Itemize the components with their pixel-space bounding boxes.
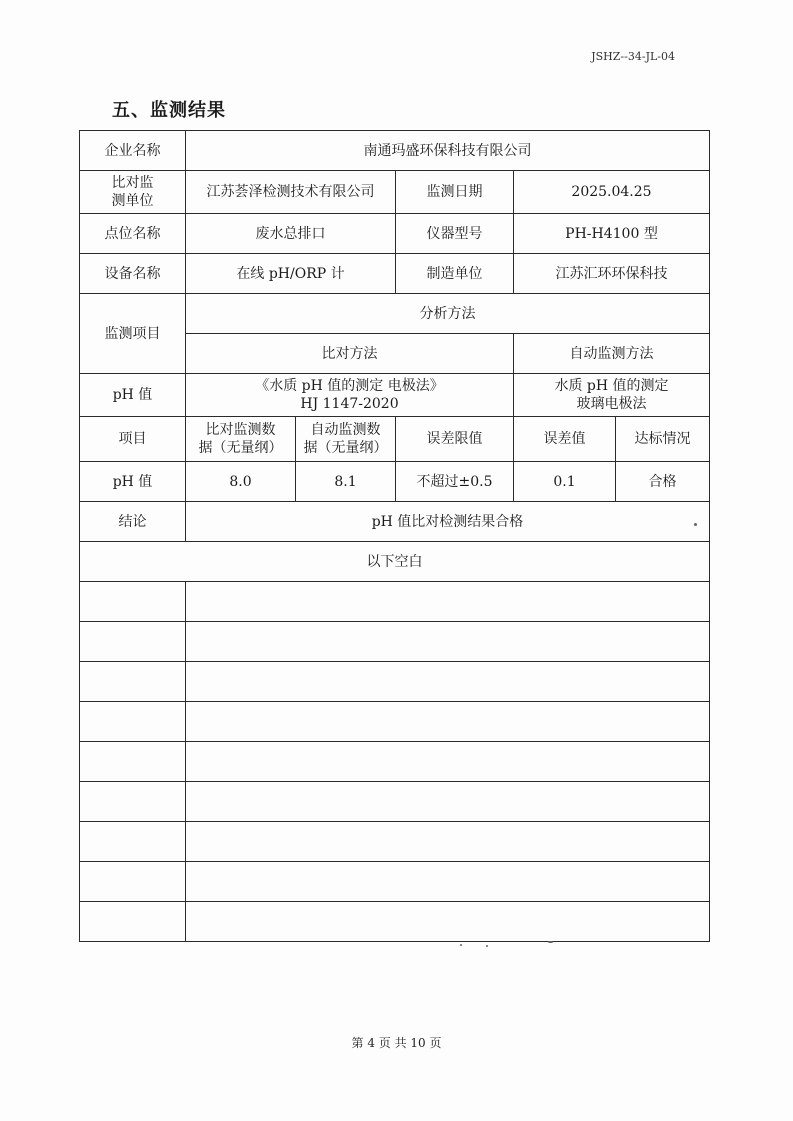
scan-speck xyxy=(548,941,553,943)
data-header-row xyxy=(80,417,710,462)
compare-method-detail xyxy=(186,374,514,417)
header-compare-data-line1: 比对监测数 xyxy=(205,422,276,438)
enterprise-label: 企业名称 xyxy=(80,131,186,171)
row-error: 0.1 xyxy=(514,462,616,502)
device-label: 设备名称 xyxy=(80,254,186,294)
point-model-row xyxy=(80,214,710,254)
unit-date-row xyxy=(80,171,710,214)
conclusion-row xyxy=(80,502,710,542)
auto-method-detail xyxy=(514,374,710,417)
empty-cell xyxy=(186,902,710,942)
empty-cell xyxy=(186,782,710,822)
auto-method: 自动监测方法 xyxy=(514,334,710,374)
model-value: PH-H4100 型 xyxy=(514,214,710,254)
empty-row xyxy=(80,902,710,942)
empty-cell xyxy=(80,902,186,942)
empty-cell xyxy=(80,862,186,902)
empty-row xyxy=(80,822,710,862)
empty-row xyxy=(80,862,710,902)
page-footer: 第 4 页 共 10 页 xyxy=(351,1036,442,1050)
conclusion-label: 结论 xyxy=(80,502,186,542)
blank-note-row xyxy=(80,542,710,582)
date-label: 监测日期 xyxy=(396,171,514,214)
empty-cell xyxy=(186,622,710,662)
empty-row xyxy=(80,702,710,742)
empty-cell xyxy=(80,742,186,782)
maker-value: 江苏汇环环保科技 xyxy=(514,254,710,294)
row-status: 合格 xyxy=(616,462,710,502)
compare-method: 比对方法 xyxy=(186,334,514,374)
empty-cell xyxy=(80,822,186,862)
section-title: 五、监测结果 xyxy=(112,100,226,121)
empty-cell xyxy=(186,742,710,782)
header-compare-data-line2: 据（无量纲） xyxy=(198,440,283,456)
device-value: 在线 pH/ORP 计 xyxy=(186,254,396,294)
compare-method-line1: 《水质 pH 值的测定 电极法》 xyxy=(255,378,444,394)
empty-row xyxy=(80,782,710,822)
empty-cell xyxy=(186,702,710,742)
row-item: pH 值 xyxy=(80,462,186,502)
scan-speck xyxy=(694,523,697,526)
monitoring-results-table xyxy=(79,130,710,942)
header-auto-data xyxy=(296,417,396,462)
empty-cell xyxy=(80,622,186,662)
row-auto-value: 8.1 xyxy=(296,462,396,502)
conclusion-value: pH 值比对检测结果合格 xyxy=(186,502,710,542)
empty-cell xyxy=(80,662,186,702)
compare-method-line2: HJ 1147-2020 xyxy=(300,396,399,412)
empty-cell xyxy=(186,822,710,862)
unit-label xyxy=(80,171,186,214)
empty-row xyxy=(80,662,710,702)
header-item: 项目 xyxy=(80,417,186,462)
maker-label: 制造单位 xyxy=(396,254,514,294)
header-auto-data-line2: 据（无量纲） xyxy=(303,440,388,456)
empty-row xyxy=(80,582,710,622)
ph-method-row xyxy=(80,374,710,417)
model-label: 仪器型号 xyxy=(396,214,514,254)
empty-row xyxy=(80,622,710,662)
header-compare-data xyxy=(186,417,296,462)
enterprise-row xyxy=(80,131,710,171)
scan-speck xyxy=(486,945,488,947)
scan-speck xyxy=(460,944,462,946)
unit-label-line1: 比对监 xyxy=(111,175,154,191)
header-auto-data-line1: 自动监测数 xyxy=(310,422,381,438)
device-maker-row xyxy=(80,254,710,294)
auto-method-line2: 玻璃电极法 xyxy=(576,396,647,412)
empty-row xyxy=(80,742,710,782)
header-status: 达标情况 xyxy=(616,417,710,462)
analysis-method-row xyxy=(80,294,710,334)
unit-value: 江苏荟泽检测技术有限公司 xyxy=(186,171,396,214)
row-compare-value: 8.0 xyxy=(186,462,296,502)
document-code: JSHZ--34-JL-04 xyxy=(591,50,675,63)
empty-cell xyxy=(186,862,710,902)
date-value: 2025.04.25 xyxy=(514,171,710,214)
point-value: 废水总排口 xyxy=(186,214,396,254)
enterprise-value: 南通玛盛环保科技有限公司 xyxy=(186,131,710,171)
empty-cell xyxy=(186,582,710,622)
point-label: 点位名称 xyxy=(80,214,186,254)
header-error: 误差值 xyxy=(514,417,616,462)
row-limit: 不超过±0.5 xyxy=(396,462,514,502)
empty-cell xyxy=(186,662,710,702)
header-limit: 误差限值 xyxy=(396,417,514,462)
unit-label-line2: 测单位 xyxy=(111,193,154,209)
item-label: 监测项目 xyxy=(80,294,186,374)
analysis-method: 分析方法 xyxy=(186,294,710,334)
empty-cell xyxy=(80,782,186,822)
auto-method-line1: 水质 pH 值的测定 xyxy=(554,378,669,394)
empty-cell xyxy=(80,702,186,742)
blank-note: 以下空白 xyxy=(80,542,710,582)
ph-label: pH 值 xyxy=(80,374,186,417)
empty-cell xyxy=(80,582,186,622)
table-row xyxy=(80,462,710,502)
